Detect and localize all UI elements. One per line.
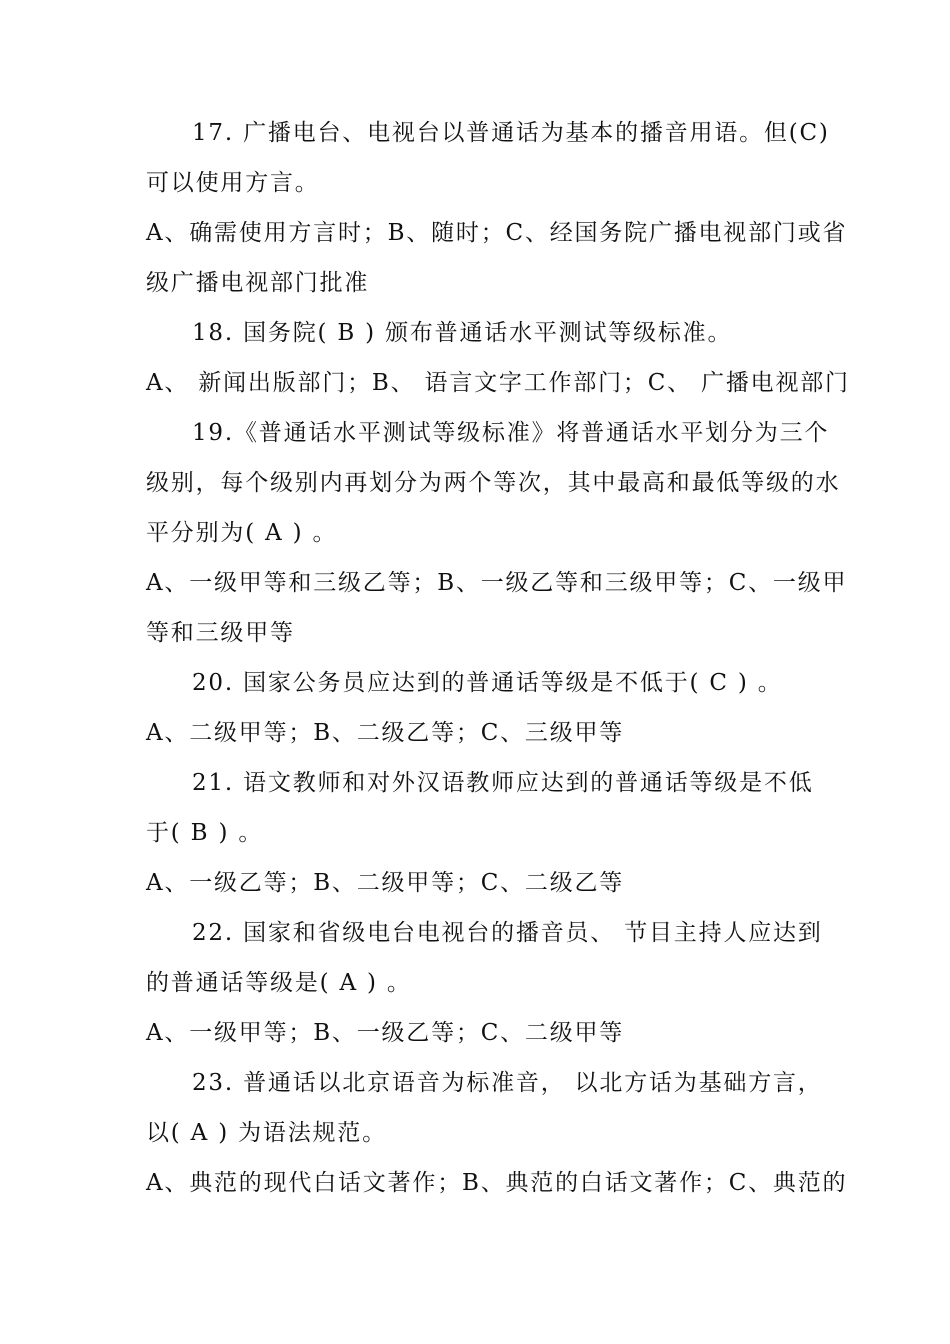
question-22-line-1: 22. 国家和省级电台电视台的播音员、 节目主持人应达到: [192, 920, 823, 946]
question-22-line-2: 的普通话等级是( A ) 。: [146, 970, 412, 996]
question-21-line-1: 21. 语文教师和对外汉语教师应达到的普通话等级是不低: [192, 770, 814, 796]
question-21-line-2: 于( B ) 。: [146, 820, 264, 846]
question-20-line-1: 20. 国家公务员应达到的普通话等级是不低于( C ) 。: [192, 670, 783, 696]
question-23-line-2: 以( A ) 为语法规范。: [146, 1120, 387, 1146]
options-23-line-1: A、典范的现代白话文著作；B、典范的白话文著作；C、典范的: [146, 1170, 848, 1196]
question-17-line-2: 可以使用方言。: [146, 170, 320, 196]
options-19-line-2: 等和三级甲等: [146, 620, 295, 646]
question-19-line-3: 平分别为( A ) 。: [146, 520, 338, 546]
question-19-line-2: 级别，每个级别内再划分为两个等次，其中最高和最低等级的水: [146, 470, 841, 496]
options-20-line-1: A、二级甲等；B、二级乙等；C、三级甲等: [146, 720, 625, 746]
options-18-line-1: A、 新闻出版部门；B、 语言文字工作部门；C、 广播电视部门: [146, 370, 850, 396]
options-19-line-1: A、一级甲等和三级乙等；B、一级乙等和三级甲等；C、一级甲: [146, 570, 848, 596]
options-21-line-1: A、一级乙等；B、二级甲等；C、二级乙等: [146, 870, 625, 896]
question-17-line-1: 17. 广播电台、电视台以普通话为基本的播音用语。但(C): [192, 120, 830, 146]
question-18-line-1: 18. 国务院( B ) 颁布普通话水平测试等级标准。: [192, 320, 733, 346]
question-23-line-1: 23. 普通话以北京语音为标准音， 以北方话为基础方言，: [192, 1070, 823, 1096]
options-22-line-1: A、一级甲等；B、一级乙等；C、二级甲等: [146, 1020, 625, 1046]
question-19-line-1: 19.《普通话水平测试等级标准》将普通话水平划分为三个: [192, 420, 830, 446]
options-17-line-1: A、确需使用方言时；B、随时；C、经国务院广播电视部门或省: [146, 220, 848, 246]
options-17-line-2: 级广播电视部门批准: [146, 270, 370, 296]
